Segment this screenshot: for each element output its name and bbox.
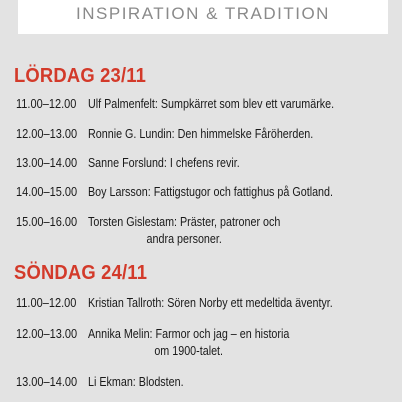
- schedule-row: [16, 96, 402, 113]
- schedule-row: [16, 184, 402, 201]
- session-title-line1: Torsten Gislestam: Präster, patroner och: [88, 215, 281, 229]
- session-time: 15.00–16.00: [16, 215, 78, 229]
- schedule-row: [16, 155, 402, 172]
- header-banner: [18, 0, 388, 34]
- session-title: Sanne Forslund: I chefens revir.: [88, 156, 240, 170]
- day-heading-sunday: SÖNDAG 24/11: [14, 262, 148, 284]
- session-time: 12.00–13.00: [16, 127, 78, 141]
- banner-title: INSPIRATION & TRADITION: [76, 4, 330, 23]
- session-title: Li Ekman: Blodsten.: [88, 375, 184, 389]
- session-time: 13.00–14.00: [16, 156, 78, 170]
- schedule-row: [16, 295, 402, 312]
- session-title: Ulf Palmenfelt: Sumpkärret som blev ett varumärke.: [88, 97, 335, 111]
- session-title: Ronnie G. Lundin: Den himmelske Fåröherden.: [88, 127, 314, 141]
- session-time: 13.00–14.00: [16, 375, 78, 389]
- session-title: Boy Larsson: Fattigstugor och fattighus på Gotland.: [88, 185, 334, 199]
- schedule-row: [16, 326, 402, 360]
- schedule-row: [16, 214, 402, 248]
- schedule-row: [16, 126, 402, 143]
- session-time: 11.00–12.00: [16, 296, 77, 310]
- session-title: [88, 214, 280, 248]
- session-time: 11.00–12.00: [16, 97, 77, 111]
- session-time: 12.00–13.00: [16, 327, 78, 341]
- session-title: [88, 326, 289, 360]
- schedule-row: [16, 374, 402, 391]
- day-heading-saturday: LÖRDAG 23/11: [14, 65, 147, 87]
- session-title-line2: om 1900-talet.: [154, 344, 224, 358]
- session-title-line2: andra personer.: [146, 232, 222, 246]
- session-title-line1: Annika Melin: Farmor och jag – en historia: [88, 327, 290, 341]
- session-title: Kristian Tallroth: Sören Norby ett medeltida äventyr.: [88, 296, 333, 310]
- session-time: 14.00–15.00: [16, 185, 78, 199]
